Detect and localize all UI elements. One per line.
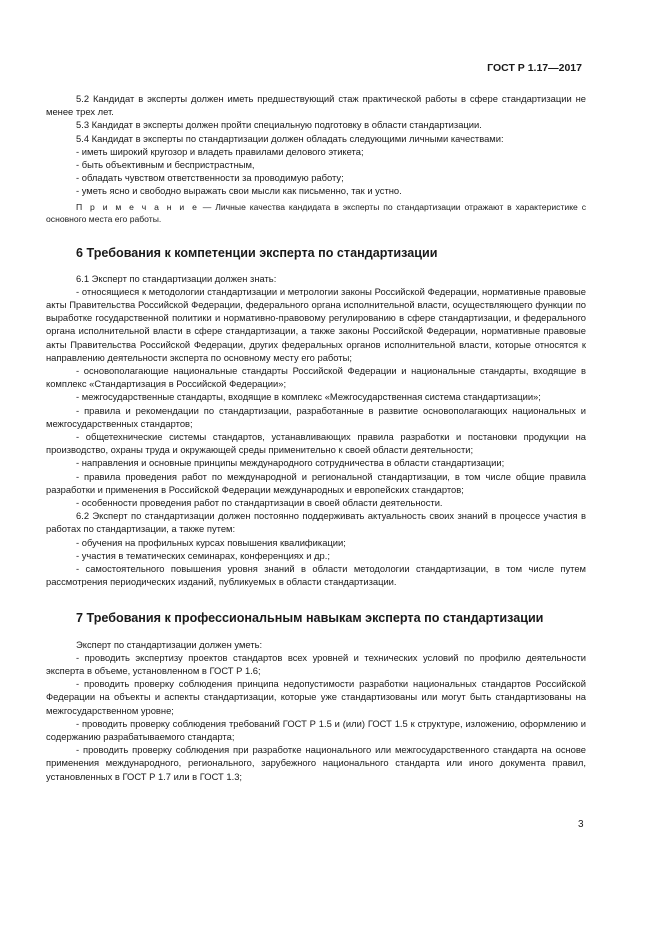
list-item: - относящиеся к методологии стандартизации и метрологии законы Российской Федерации, нормативные правовые акты Правительства Российской Федерации, федерального органа исполнительной власти, осуществляющего функции по выработке государственной политики и нормативно-правовому регулированию в сфере стандартизации, и федерального органа исполнительной власти в сфере стандартизации, а также законы Российской Федерации, нормативные правовые акты Правительства Российской Федерации, других федеральных органов исполнительной власти, которые относятся к направлению деятельности эксперта по основному месту его работы; bbox=[46, 285, 586, 363]
list-item: - обучения на профильных курсах повышения квалификации; bbox=[76, 536, 346, 548]
paragraph-5-2: 5.2 Кандидат в эксперты должен иметь предшествующий стаж практической работы в сфере стандартизации не менее трех лет. bbox=[46, 93, 586, 118]
paragraph-6-2: 6.2 Эксперт по стандартизации должен постоянно поддерживать актуальность своих знаний в процессе участия в работах по стандартизации, а также путем: bbox=[46, 510, 586, 535]
section-6-title: 6 Требования к компетенции эксперта по стандартизации bbox=[76, 245, 438, 260]
list-item: - проводить проверку соблюдения принципа недопустимости разработки национальных стандартов Российской Федерации на объекты и аспекты стандартизации, которые уже стандартизованы или могут быть стандартизованы на межгосударственном уровне; bbox=[46, 678, 586, 716]
section-7-title: 7 Требования к профессиональным навыкам эксперта по стандартизации bbox=[76, 610, 544, 625]
list-item: - общетехнические системы стандартов, устанавливающих правила разработки и постановки продукции на производство, охраны труда и окружающей среды применительно к своей области деятельности; bbox=[46, 431, 586, 456]
paragraph-5-4: 5.4 Кандидат в эксперты по стандартизации должен обладать следующими личными качествами: bbox=[76, 132, 504, 144]
list-item: - самостоятельного повышения уровня знаний в области методологии стандартизации, в том числе путем рассмотрения периодических изданий, публикуемых в области стандартизации. bbox=[46, 563, 586, 588]
paragraph-5-3: 5.3 Кандидат в эксперты должен пройти специальную подготовку в области стандартизации. bbox=[76, 119, 482, 131]
list-item: - правила и рекомендации по стандартизации, разработанные в развитие основополагающих национальных и межгосударственных стандартов; bbox=[46, 404, 586, 429]
section-7-intro: Эксперт по стандартизации должен уметь: bbox=[76, 638, 263, 650]
list-item: - межгосударственные стандарты, входящие в комплекс «Межгосударственная система стандартизации»; bbox=[76, 391, 541, 403]
list-item: - основополагающие национальные стандарты Российской Федерации и национальные стандарты, входящие в комплекс «Стандартизация в Российской Федерации»; bbox=[46, 365, 586, 390]
page-content bbox=[46, 92, 586, 783]
list-item: - особенности проведения работ по стандартизации в своей области деятельности. bbox=[76, 497, 443, 509]
list-item: - обладать чувством ответственности за проводимую работу; bbox=[76, 172, 344, 184]
document-code-header: ГОСТ Р 1.17—2017 bbox=[487, 62, 582, 74]
list-item: - проводить проверку соблюдения при разработке национального или межгосударственного стандарта на основе применения международного, регионального, зарубежного национального стандарта или иного документа правил, установленных в ГОСТ Р 1.7 или в ГОСТ 1.3; bbox=[46, 744, 586, 782]
note-text: — Личные качества кандидата в эксперты по стандартизации отражают в характеристике с основного места его работы. bbox=[46, 201, 586, 224]
list-item: - проводить экспертизу проектов стандартов всех уровней и технических условий по профилю деятельности эксперта в объеме, установленном в ГОСТ Р 1.6; bbox=[46, 651, 586, 676]
paragraph-6-1: 6.1 Эксперт по стандартизации должен знать: bbox=[76, 272, 277, 284]
note-paragraph bbox=[46, 201, 586, 225]
list-item: - проводить проверку соблюдения требований ГОСТ Р 1.5 и (или) ГОСТ 1.5 к структуре, изложению, оформлению и содержанию разрабатываемого стандарта; bbox=[46, 717, 586, 742]
list-item: - направления и основные принципы международного сотрудничества в области стандартизации; bbox=[76, 457, 505, 469]
page-number: 3 bbox=[578, 819, 584, 830]
list-item: - уметь ясно и свободно выражать свои мысли как письменно, так и устно. bbox=[76, 185, 402, 197]
list-item: - правила проведения работ по международной и региональной стандартизации, в том числе общие правила разработки и применения в Российской Федерации международных и европейских стандартов; bbox=[46, 470, 586, 495]
list-item: - иметь широкий кругозор и владеть правилами делового этикета; bbox=[76, 145, 364, 157]
list-item: - участия в тематических семинарах, конференциях и др.; bbox=[76, 549, 330, 561]
list-item: - быть объективным и беспристрастным, bbox=[76, 159, 255, 171]
note-label: П р и м е ч а н и е bbox=[76, 201, 199, 212]
